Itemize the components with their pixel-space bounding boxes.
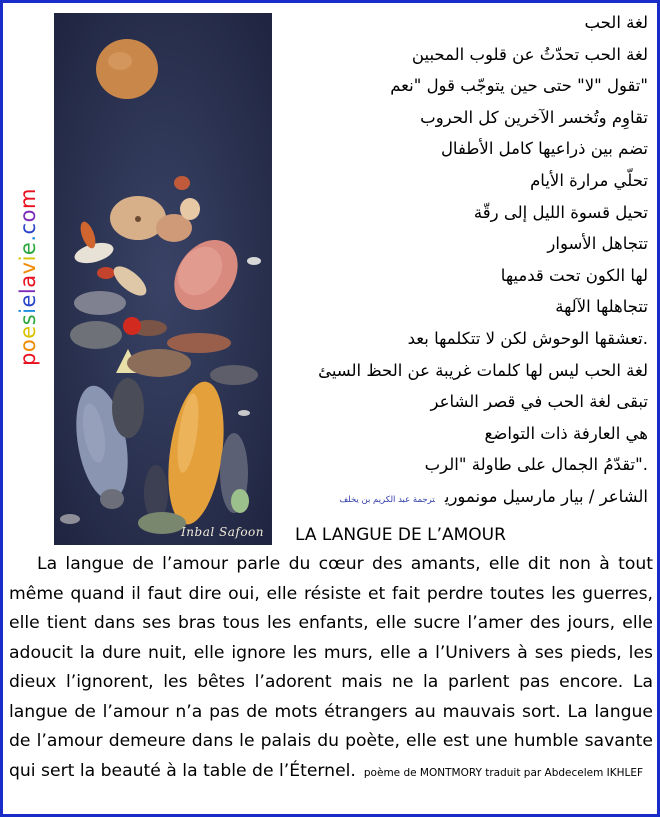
french-poem-text: La langue de l’amour parle du cœur des amants, elle dit non à tout même quand il faut dire oui, elle résiste et fait perdre toutes les guerres, elle tient dans ses bras tous les enfants, elle sucre l’amer des jours, elle adoucit la dure nuit, elle ignore les murs, elle a l’Univers à ses pieds, les dieux l’ignorent, les bêtes l’adorent mais ne la parlent pas encore. La langue de l’amour n’a pas de mots étrangers au mauvais sort. La langue de l’amour demeure dans le palais du poète, elle est une humble savante qui sert la beauté à la table de l’Éternel. — [9, 554, 653, 781]
arabic-poem-line: تحيل قسوة الليل إلى رقّة — [473, 202, 648, 222]
site-letter: s — [16, 313, 40, 326]
site-letter: v — [16, 261, 40, 275]
site-letter: . — [16, 234, 40, 242]
site-watermark — [16, 188, 40, 366]
arabic-poem-line: هي العارفة ذات التواضع — [484, 423, 648, 443]
french-translation-credit: poème de MONTMORY traduit par Abdecelem IKHLEF — [363, 766, 644, 779]
arabic-poem-line: تضم بين ذراعيها كامل الأطفال — [440, 139, 648, 159]
arabic-author-row — [339, 487, 648, 506]
arabic-poem-line: تقاوِم وتُخسر الآخرين كل الحروب — [420, 107, 648, 127]
arabic-poem-line: لغة الحب — [584, 13, 648, 32]
site-letter: a — [16, 274, 40, 288]
site-letter: l — [16, 287, 40, 295]
arabic-author: الشاعر / بيار مارسيل مونموري — [444, 487, 648, 506]
arabic-poem-line: تبقى لغة الحب في قصر الشاعر — [430, 392, 648, 412]
arabic-poem-line: لها الكون تحت قدميها — [500, 265, 648, 285]
site-letter: c — [16, 222, 40, 235]
arabic-poem-line: تتجاهل الأسوار — [547, 234, 648, 254]
french-poem — [9, 550, 653, 788]
site-letter: m — [16, 188, 40, 210]
site-letter: e — [16, 325, 40, 339]
arabic-poem-line: تتجاهلها الآلهة — [555, 297, 648, 317]
arabic-poem — [280, 7, 648, 481]
arabic-poem-line: لغة الحب تحدّثُ عن قلوب المحبين — [411, 44, 648, 64]
site-letter: e — [16, 294, 40, 308]
arabic-poem-line: .تعشقها الوحوش لكن لا تتكلمها بعد — [407, 328, 648, 348]
arabic-poem-line: لغة الحب ليس لها كلمات غريبة عن الحظ السيئ — [318, 360, 648, 380]
arabic-poem-line: "تقول "لا" حتى حين يتوجّب قول "نعم — [390, 76, 648, 96]
site-letter: o — [16, 338, 40, 353]
arabic-translation-credit: ترجمة عبد الكريم بن يخلف — [339, 495, 435, 505]
arabic-poem-line: تحلّي مرارة الأيام — [530, 170, 648, 190]
stone-art-photo — [54, 13, 272, 545]
site-letter: p — [16, 352, 40, 366]
site-letter: i — [16, 255, 40, 262]
arabic-poem-line: ."تقدّمُ الجمال على طاولة "الرب — [424, 455, 648, 475]
site-letter: i — [16, 307, 40, 314]
french-title: LA LANGUE DE L’AMOUR — [295, 525, 506, 545]
site-letter: e — [16, 241, 40, 256]
artist-signature: Inbal Safoon — [181, 525, 264, 539]
site-letter: o — [16, 209, 40, 223]
stone-art-illustration — [54, 13, 272, 545]
